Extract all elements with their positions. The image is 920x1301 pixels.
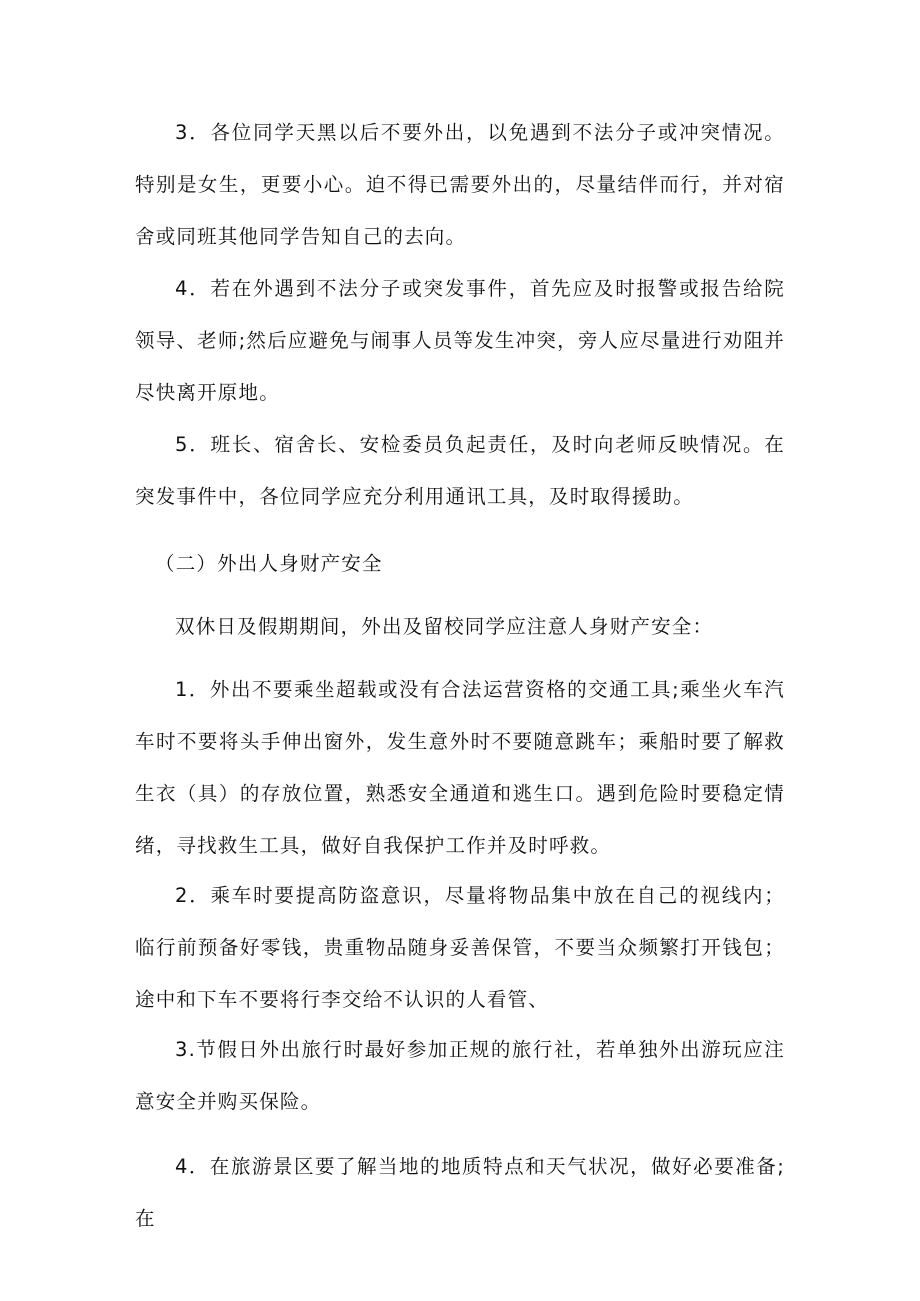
paragraph-item-4b: 4．在旅游景区要了解当地的地质特点和天气状况，做好必要准备;在 xyxy=(135,1155,785,1230)
paragraph-item-3b: 3.节假日外出旅行时最好参加正规的旅行社，若单独外出游玩应注意安全并购买保险。 xyxy=(135,1038,785,1113)
paragraph-item-1: 1．外出不要乘坐超载或没有合法运营资格的交通工具;乘坐火车汽车时不要将头手伸出窗外，发生意外时不要随意跳车；乘船时要了解救生衣（具）的存放位置，熟悉安全通道和逃生口。遇到危险时要稳定情绪，寻找救生工具，做好自我保护工作并及时呼救。 xyxy=(135,678,785,857)
paragraph-item-3: 3．各位同学天黑以后不要外出，以免遇到不法分子或冲突情况。特别是女生，更要小心。迫不得已需要外出的，尽量结伴而行，并对宿舍或同班其他同学告知自己的去向。 xyxy=(135,121,785,248)
section-intro: 双休日及假期期间，外出及留校同学应注意人身财产安全： xyxy=(175,615,714,638)
paragraph-item-5: 5．班长、宿舍长、安检委员负起责任，及时向老师反映情况。在突发事件中，各位同学应充分利用通讯工具，及时取得援助。 xyxy=(135,433,785,508)
paragraph-item-4: 4．若在外遇到不法分子或突发事件，首先应及时报警或报告给院领导、老师;然后应避免与闹事人员等发生冲突，旁人应尽量进行劝阻并尽快离开原地。 xyxy=(135,277,785,404)
section-heading: （二）外出人身财产安全 xyxy=(155,552,383,575)
paragraph-item-2: 2．乘车时要提高防盗意识，尽量将物品集中放在自己的视线内；临行前预备好零钱，贵重物品随身妥善保管，不要当众频繁打开钱包；途中和下车不要将行李交给不认识的人看管、 xyxy=(135,884,785,1011)
